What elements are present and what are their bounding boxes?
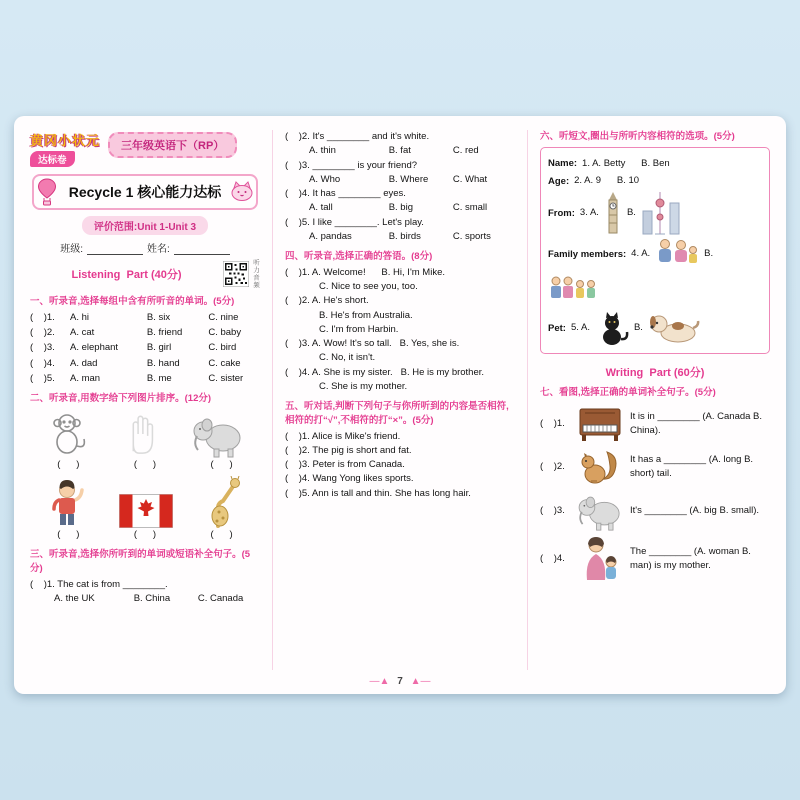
elephant-image	[190, 412, 246, 458]
section-3-heading: 三、听录音,选择你所听到的单词或短语补全句子。(5分)	[30, 549, 251, 575]
listening-info-box	[540, 147, 770, 355]
option-a: A. Who	[309, 173, 341, 185]
family-of-three-image	[655, 238, 699, 270]
answer-paren: ( )1.	[30, 311, 55, 323]
option-b: B. birds	[388, 230, 421, 242]
answer-line: ( )3. A. Wow! It's so tall. B. Yes, she is.	[285, 338, 460, 350]
option-a: A. tall	[309, 202, 333, 214]
answer-line: B. He's from Australia.	[319, 309, 413, 321]
info-row-pet	[548, 310, 762, 346]
order-paren: ( )	[57, 529, 80, 541]
page-number: 7	[397, 676, 403, 687]
squirrel-image	[574, 448, 626, 486]
options-row	[309, 230, 515, 244]
column-middle	[272, 130, 515, 670]
age-options: 2. A. 9 B. 10	[574, 175, 640, 187]
option-c: C. small	[452, 202, 488, 214]
question-line: ( )3. ________ is your friend?	[285, 159, 418, 171]
judge-line: ( )4. Wang Yong likes sports.	[285, 473, 414, 485]
option-c: C. sister	[208, 372, 244, 384]
question-row	[30, 311, 260, 325]
picture-row-1	[30, 410, 260, 458]
question-row	[30, 372, 260, 386]
info-row-name	[548, 157, 762, 171]
writing-question-text: It has a ________ (A. long B. short) tail.	[630, 453, 756, 480]
pet-option-a-label: 5. A.	[570, 322, 590, 334]
order-paren: ( )	[57, 458, 80, 470]
answer-paren: ( )4.	[540, 552, 565, 564]
hot-air-balloon-icon	[37, 178, 57, 206]
family-option-b-label: B.	[704, 248, 714, 260]
giraffe-image	[206, 476, 244, 528]
answer-paren: ( )4.	[30, 357, 55, 369]
question-line: ( )1. The cat is from ________.	[30, 578, 168, 590]
listening-part-header: Listening Part (40分)	[71, 269, 182, 281]
options-row	[309, 201, 515, 215]
info-row-from	[548, 191, 762, 235]
brand-area	[30, 130, 260, 168]
judge-line: ( )5. Ann is tall and thin. She has long hair.	[285, 487, 471, 499]
question-row	[30, 326, 260, 340]
boy-waving-image	[46, 478, 86, 528]
class-label: 班级:	[60, 244, 83, 255]
answer-line: C. Nice to see you, too.	[319, 281, 418, 293]
judge-line: ( )2. The pig is short and fat.	[285, 444, 412, 456]
order-paren-row	[30, 528, 260, 542]
column-right	[527, 130, 770, 670]
answer-paren: ( )2.	[540, 460, 565, 472]
big-ben-image	[604, 191, 622, 235]
answer-line: C. She is my mother.	[319, 380, 408, 392]
options-row	[309, 173, 515, 187]
section-5-heading: 五、听对话,判断下列句子与你所听到的内容是否相符,相符的打“√”,不相符的打“×”。(5分)	[285, 401, 509, 426]
question-row	[30, 357, 260, 371]
column-left	[30, 130, 260, 670]
answer-paren: ( )5.	[30, 372, 55, 384]
name-field-label: Name:	[548, 158, 578, 170]
option-c: C. red	[452, 145, 479, 157]
option-a: A. dad	[70, 357, 98, 369]
piano-image	[574, 405, 626, 443]
option-a: A. hi	[70, 311, 90, 323]
qr-label: 听力音频	[252, 259, 259, 289]
option-a: A. man	[70, 372, 101, 384]
city-skyline-image	[641, 191, 681, 235]
option-c: C. baby	[208, 327, 242, 339]
writing-question-row	[540, 536, 770, 582]
scope-row	[30, 216, 260, 235]
brand-title: 黄冈小状元	[30, 133, 101, 148]
pet-option-b-label: B.	[633, 322, 643, 334]
answer-line: ( )1. A. Welcome! B. Hi, I'm Mike.	[285, 266, 446, 278]
listening-part-row	[30, 259, 260, 289]
answer-paren: ( )2.	[30, 327, 55, 339]
writing-question-row	[540, 448, 770, 486]
writing-part-header: Writing Part (60分)	[605, 367, 705, 380]
monkey-image	[44, 410, 90, 458]
answer-paren: ( )1.	[540, 417, 565, 429]
writing-question-text: It's ________ (A. big B. small).	[630, 504, 760, 516]
writing-question-text: The ________ (A. woman B. man) is my mother.	[630, 545, 754, 572]
age-field-label: Age:	[548, 175, 570, 187]
option-b: B. me	[146, 372, 172, 384]
answer-line: C. No, it isn't.	[319, 352, 376, 364]
option-a: A. the UK	[54, 593, 95, 605]
family-of-four-image	[548, 275, 598, 307]
answer-line: ( )4. A. She is my sister. B. He is my brother.	[285, 366, 485, 378]
order-paren: ( )	[210, 458, 233, 470]
from-option-b-label: B.	[626, 207, 636, 219]
answer-line: C. I'm from Harbin.	[319, 323, 399, 335]
worksheet-paper	[14, 116, 786, 694]
writing-question-text: It is in ________ (A. Canada B. China).	[630, 410, 765, 437]
cat-sticker-icon	[229, 181, 255, 201]
name-label: 姓名:	[147, 244, 170, 255]
order-paren: ( )	[210, 529, 233, 541]
option-c: C. nine	[208, 311, 239, 323]
option-a: A. cat	[70, 327, 95, 339]
option-c: C. Canada	[197, 593, 244, 605]
canada-flag-image	[119, 494, 173, 528]
name-blank-line	[174, 244, 230, 255]
elephant-small-image	[574, 491, 626, 531]
footer-decor-left: —▲	[369, 676, 390, 687]
qr-code-icon	[223, 261, 249, 287]
family-field-label: Family members:	[548, 248, 627, 260]
brand-logo	[30, 130, 100, 168]
option-c: C. sports	[452, 230, 491, 242]
grade-banner: 三年级英语下（RP）	[108, 132, 237, 158]
answer-paren: ( )3.	[540, 504, 565, 516]
scope-badge: 评价范围:Unit 1-Unit 3	[82, 216, 208, 235]
student-fields	[30, 240, 260, 255]
question-line: ( )4. It has ________ eyes.	[285, 188, 406, 199]
audio-qr-area	[223, 259, 260, 289]
options-row	[54, 592, 260, 606]
writing-question-row	[540, 405, 770, 443]
option-a: A. thin	[309, 145, 336, 157]
option-b: B. Where	[388, 173, 429, 185]
paper-title-box	[32, 174, 258, 210]
question-line: ( )2. It's ________ and it's white.	[285, 131, 430, 142]
info-row-age	[548, 174, 762, 188]
name-options: 1. A. Betty B. Ben	[582, 157, 670, 169]
option-c: C. bird	[208, 342, 237, 354]
paper-title: Recycle 1 核心能力达标	[68, 184, 222, 200]
page-footer	[14, 676, 786, 687]
option-b: B. fat	[388, 145, 411, 157]
options-row	[309, 144, 515, 158]
option-b: B. hand	[146, 357, 180, 369]
section-2-heading: 二、听录音,用数字给下列图片排序。(12分)	[30, 393, 212, 405]
option-b: B. girl	[146, 342, 172, 354]
pet-field-label: Pet:	[548, 322, 566, 334]
option-a: A. elephant	[70, 342, 119, 354]
answer-line: ( )2. A. He's short.	[285, 295, 369, 307]
option-b: B. big	[388, 202, 413, 214]
class-blank-line	[87, 244, 143, 255]
order-paren: ( )	[133, 458, 157, 470]
question-line: ( )5. I like ________. Let's play.	[285, 216, 424, 228]
judge-line: ( )3. Peter is from Canada.	[285, 459, 405, 471]
order-paren: ( )	[133, 529, 157, 541]
option-b: B. friend	[146, 327, 183, 339]
footer-decor-right: ▲—	[410, 676, 431, 687]
section-1-heading: 一、听录音,选择每组中含有所听音的单词。(5分)	[30, 296, 235, 307]
brand-subtitle-ribbon: 达标卷	[30, 151, 75, 167]
section-6-heading: 六、听短文,圈出与所听内容相符的选项。(5分)	[540, 131, 735, 142]
section-4-heading: 四、听录音,选择正确的答语。(8分)	[285, 251, 433, 262]
from-option-a-label: 3. A.	[579, 207, 599, 219]
dog-image	[648, 312, 700, 344]
question-row	[30, 341, 260, 355]
family-option-a-label: 4. A.	[631, 248, 651, 260]
option-a: A. pandas	[309, 230, 352, 242]
option-b: B. China	[133, 593, 171, 605]
writing-question-row	[540, 491, 770, 531]
answer-paren: ( )3.	[30, 342, 55, 354]
option-b: B. six	[146, 311, 171, 323]
option-c: C. cake	[208, 357, 241, 369]
mother-and-child-image	[574, 536, 626, 582]
order-paren-row	[30, 458, 260, 472]
faint-sketch-image	[118, 410, 162, 458]
option-c: C. What	[452, 173, 488, 185]
judge-line: ( )1. Alice is Mike's friend.	[285, 430, 401, 442]
section-7-heading: 七、看图,选择正确的单词补全句子。(5分)	[540, 387, 716, 399]
black-cat-image	[595, 310, 629, 346]
from-field-label: From:	[548, 207, 575, 219]
picture-row-2	[30, 476, 260, 528]
info-row-family	[548, 238, 762, 307]
